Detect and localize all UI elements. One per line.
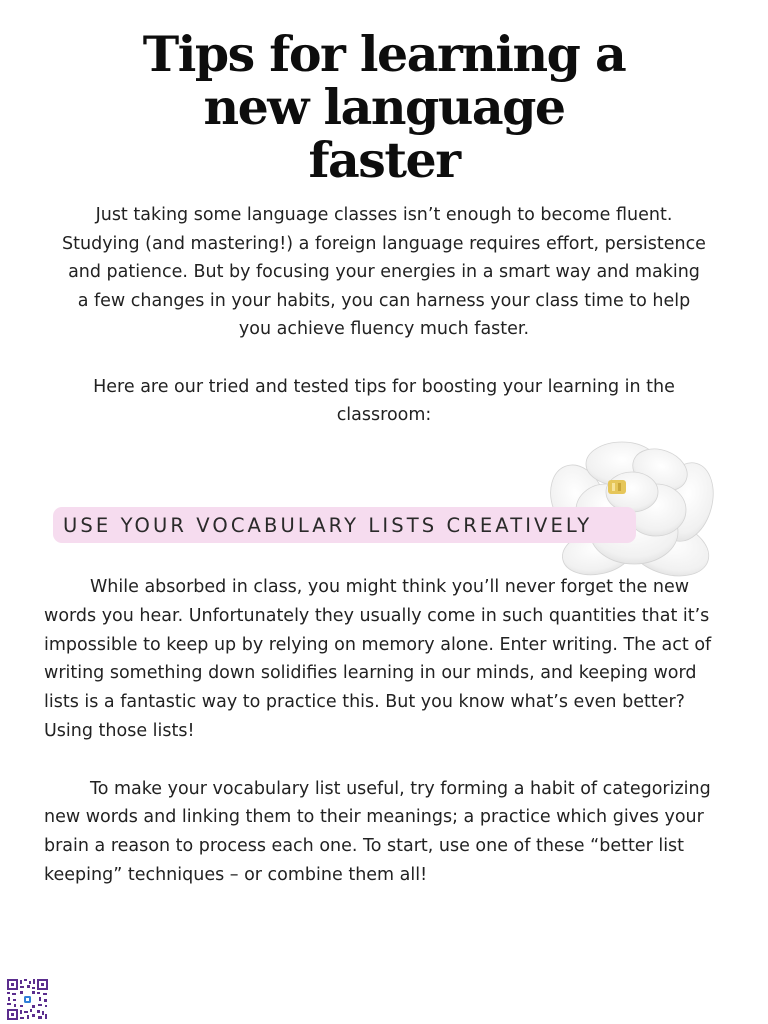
intro-paragraph: Here are our tried and tested tips for boosting your learning in the classroom: — [93, 376, 675, 426]
title-line: new language — [203, 78, 565, 136]
body-paragraph: To make your vocabulary list useful, try forming a habit of categorizing new words and linking them to their meanings; a practice which gives your brain a reason to process each one. To start, use one of these “better list keeping” techniques – or combine them all! — [44, 778, 711, 885]
page-title — [0, 25, 768, 189]
title-line: faster — [308, 131, 460, 189]
qr-code-icon[interactable] — [6, 978, 49, 1021]
title-line: Tips for learning a — [142, 25, 626, 83]
body-paragraph: While absorbed in class, you might think you’ll never forget the new words you hear. Unfortunately they usually come in such quantities that it’s impossible to keep up by relying on memory alone. Enter writing. The act of writing something down solidifies learning in our minds, and keeping word lists is a fantastic way to practice this. But you know what’s even better? Using those lists! — [44, 577, 712, 741]
intro-text — [60, 201, 708, 430]
intro-paragraph: Just taking some language classes isn’t enough to become fluent. Studying (and mastering!) a foreign language requires effort, persistence and patience. But by focusing your energies in a smart way and making a few changes in your habits, you can harness your class time to help you achieve fluency much faster. — [62, 205, 706, 340]
section-heading: USE YOUR VOCABULARY LISTS CREATIVELY — [63, 513, 593, 537]
section-heading-banner — [53, 507, 636, 543]
body-text — [44, 573, 712, 890]
